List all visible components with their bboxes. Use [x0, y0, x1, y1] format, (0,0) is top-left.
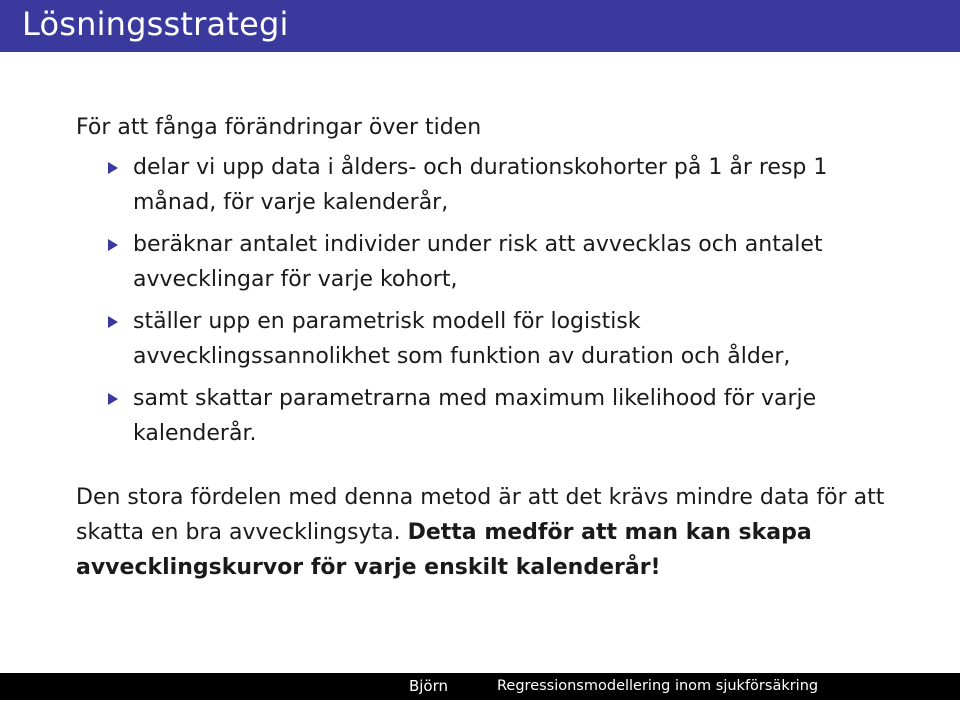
footer-author: Björn Löfdahl: [401, 677, 456, 722]
summary-text: Den stora fördelen med denna metod är att det krävs mindre data för att skatta en bra avvecklingsyta.: [76, 485, 885, 545]
bullet-item: [76, 227, 896, 297]
summary-emphasis: Detta medför att man kan skapa avvecklingskurvor för varje enskilt kalenderår!: [76, 520, 812, 580]
slide-body: [76, 110, 896, 585]
bullet-item: [76, 150, 896, 220]
bullet-text: delar vi upp data i ålders- och durationskohorter på 1 år resp 1 månad, för varje kalenderår,: [133, 155, 828, 215]
triangle-right-icon: [108, 393, 118, 405]
bullet-item: [76, 381, 896, 451]
bullet-item: [76, 304, 896, 374]
footer-talk-title: Regressionsmodellering inom sjukförsäkring: [497, 678, 819, 694]
triangle-right-icon: [108, 162, 118, 174]
bullet-text: samt skattar parametrarna med maximum likelihood för varje kalenderår.: [133, 386, 817, 446]
slide-title: Lösningsstrategi: [22, 5, 289, 43]
summary-paragraph: [76, 480, 896, 585]
slide-footer: [0, 673, 960, 722]
bullet-text: ställer upp en parametrisk modell för logistisk avvecklingssannolikhet som funktion av duration och ålder,: [133, 309, 791, 369]
slide-header: [0, 0, 960, 52]
triangle-right-icon: [108, 239, 118, 251]
triangle-right-icon: [108, 316, 118, 328]
bullet-list: [76, 150, 896, 451]
intro-text: För att fånga förändringar över tiden: [76, 115, 482, 140]
bullet-text: beräknar antalet individer under risk att avvecklas och antalet avvecklingar för varje kohort,: [133, 232, 823, 292]
